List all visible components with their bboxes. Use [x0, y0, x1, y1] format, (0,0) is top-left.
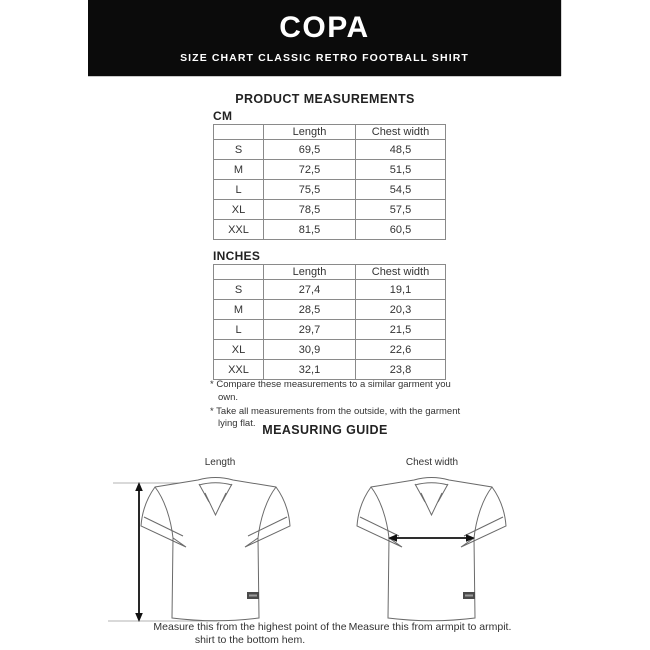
table-row — [214, 200, 446, 220]
footnote: * Take all measurements from the outside, with the garment lying flat. — [210, 405, 461, 430]
cell-size: L — [214, 320, 264, 340]
table-row — [214, 360, 446, 380]
cell-size: XXL — [214, 360, 264, 380]
table-header-row — [214, 265, 446, 280]
cell-size: L — [214, 180, 264, 200]
cell-length: 32,1 — [264, 360, 356, 380]
inches-size-table — [213, 264, 446, 380]
cell-length: 28,5 — [264, 300, 356, 320]
brand-logo: COPA — [279, 11, 370, 44]
cell-size: M — [214, 300, 264, 320]
cell-chest: 19,1 — [356, 280, 446, 300]
cell-size: XXL — [214, 220, 264, 240]
cm-label: CM — [213, 109, 233, 123]
cell-chest: 20,3 — [356, 300, 446, 320]
cell-chest: 21,5 — [356, 320, 446, 340]
header-subtitle: SIZE CHART CLASSIC RETRO FOOTBALL SHIRT — [180, 52, 469, 64]
cell-size: XL — [214, 340, 264, 360]
length-diagram-label: Length — [204, 457, 236, 468]
length-diagram — [105, 470, 335, 630]
header-cell-chest: Chest width — [356, 125, 446, 140]
header-cell-length: Length — [264, 265, 356, 280]
table-row — [214, 220, 446, 240]
cell-chest: 22,6 — [356, 340, 446, 360]
shirt-tag-icon — [463, 592, 475, 599]
cell-size: M — [214, 160, 264, 180]
cell-length: 78,5 — [264, 200, 356, 220]
cell-length: 30,9 — [264, 340, 356, 360]
cm-size-table — [213, 124, 446, 240]
table-row — [214, 320, 446, 340]
table-row — [214, 180, 446, 200]
chest-shirt-diagram-svg — [321, 470, 551, 630]
cell-chest: 60,5 — [356, 220, 446, 240]
cell-chest: 23,8 — [356, 360, 446, 380]
header-cell-size — [214, 265, 264, 280]
cell-length: 27,4 — [264, 280, 356, 300]
table-row — [214, 300, 446, 320]
shirt-outline-icon — [357, 478, 506, 621]
length-arrow-icon — [135, 482, 143, 622]
chest-diagram-label: Chest width — [405, 457, 459, 468]
shirt-outline-icon — [141, 478, 290, 621]
header-bar — [88, 0, 561, 76]
inches-label: INCHES — [213, 249, 261, 263]
cell-length: 69,5 — [264, 140, 356, 160]
length-shirt-diagram-svg — [105, 470, 335, 630]
cell-length: 81,5 — [264, 220, 356, 240]
table-row — [214, 280, 446, 300]
shirt-tag-icon — [247, 592, 259, 599]
cell-size: S — [214, 140, 264, 160]
header-cell-chest: Chest width — [356, 265, 446, 280]
cell-chest: 51,5 — [356, 160, 446, 180]
header-cell-length: Length — [264, 125, 356, 140]
measuring-guide-title: MEASURING GUIDE — [262, 423, 388, 437]
cell-size: S — [214, 280, 264, 300]
cell-length: 29,7 — [264, 320, 356, 340]
cell-length: 72,5 — [264, 160, 356, 180]
product-measurements-title: PRODUCT MEASUREMENTS — [235, 92, 415, 106]
cell-size: XL — [214, 200, 264, 220]
cell-chest: 54,5 — [356, 180, 446, 200]
table-row — [214, 160, 446, 180]
table-row — [214, 340, 446, 360]
chest-diagram-caption: Measure this from armpit to armpit. — [348, 621, 512, 633]
table-row — [214, 140, 446, 160]
table-header-row — [214, 125, 446, 140]
cell-chest: 48,5 — [356, 140, 446, 160]
length-diagram-caption: Measure this from the highest point of the shirt to the bottom hem. — [153, 621, 347, 647]
cell-chest: 57,5 — [356, 200, 446, 220]
cell-length: 75,5 — [264, 180, 356, 200]
header-cell-size — [214, 125, 264, 140]
footnote: * Compare these measurements to a similar garment you own. — [210, 379, 451, 403]
chest-width-diagram — [321, 470, 551, 630]
